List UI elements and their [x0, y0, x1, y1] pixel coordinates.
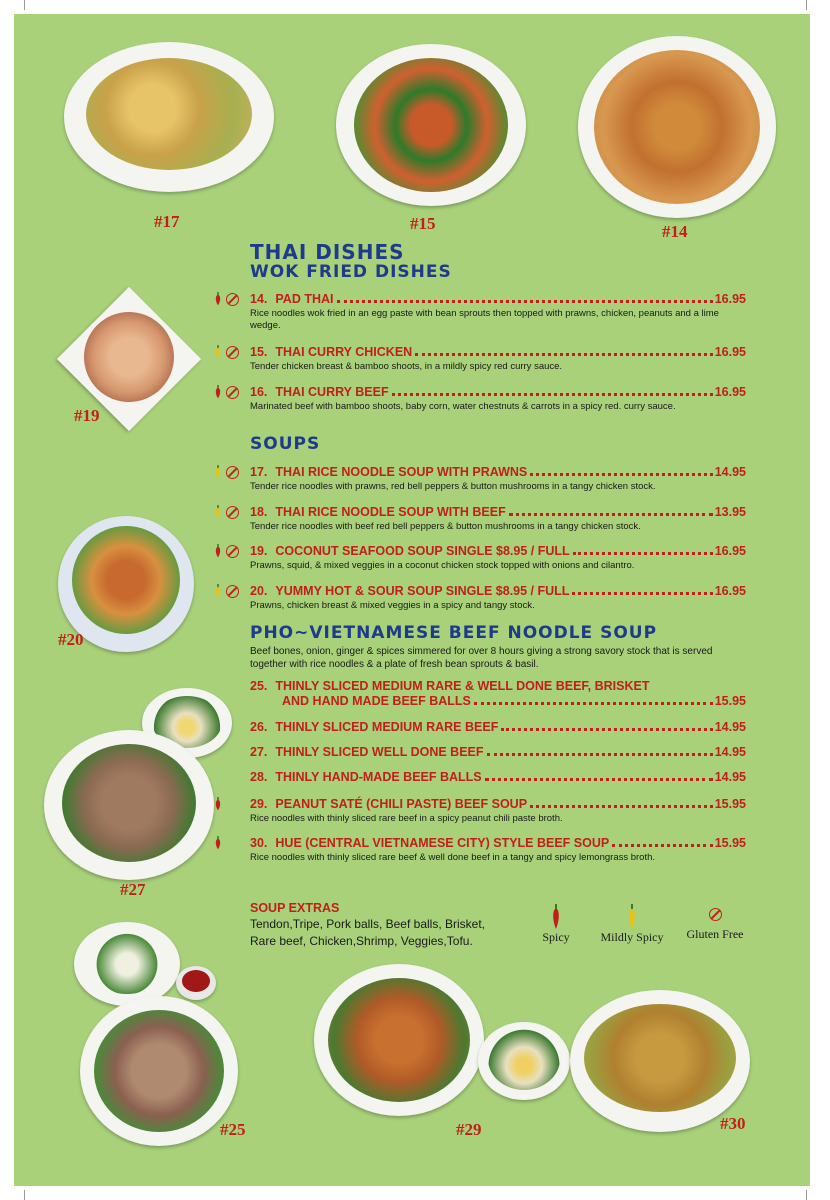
item-icons [214, 292, 239, 306]
soup-extras-line-2: Rare beef, Chicken,Shrimp, Veggies,Tofu. [250, 934, 473, 948]
legend-spicy-label: Spicy [542, 930, 570, 944]
menu-item [250, 679, 746, 709]
item-description: Tender rice noodles with prawns, red bell peppers & button mushrooms in a tangy chicken stock. [250, 481, 656, 492]
chili-yellow-icon [214, 345, 222, 359]
crop-mark [24, 0, 25, 10]
item-price: 14.95 [714, 745, 746, 759]
item-name-continued: AND HAND MADE BEEF BALLS [282, 694, 471, 708]
gluten-free-icon [226, 466, 239, 479]
dish-17-photo [64, 42, 274, 192]
chili-yellow-icon [627, 904, 637, 930]
item-name: THINLY HAND-MADE BEEF BALLS [275, 770, 482, 784]
item-name: THAI CURRY BEEF [275, 385, 389, 399]
legend-gluten-free-label: Gluten Free [686, 927, 744, 941]
leader-dots [612, 844, 713, 847]
item-name: THAI CURRY CHICKEN [275, 345, 413, 359]
item-number: 28. [250, 770, 268, 784]
gluten-free-icon [226, 293, 239, 306]
item-icons [214, 836, 222, 850]
item-number: 29. [250, 797, 268, 811]
leader-dots [530, 473, 712, 476]
chili-red-icon [214, 385, 222, 399]
pho-description: Beef bones, onion, ginger & spices simmered for over 8 hours giving a strong savory stock that is served together with rice noodles & a plate of fresh bean sprouts & basil. [250, 646, 713, 670]
crop-mark [24, 1190, 25, 1200]
item-icons [214, 544, 239, 558]
leader-dots [572, 592, 712, 595]
gluten-free-icon [226, 585, 239, 598]
item-name: COCONUT SEAFOOD SOUP SINGLE $8.95 / FULL [275, 544, 570, 558]
dish-label-20: #20 [58, 630, 84, 649]
legend-mild [594, 904, 670, 945]
item-icons [214, 345, 239, 359]
chili-yellow-icon [214, 465, 222, 479]
chili-red-icon [551, 904, 561, 930]
menu-item [250, 292, 746, 332]
gluten-free-icon [226, 506, 239, 519]
gluten-free-icon [709, 908, 722, 921]
leader-dots [474, 702, 713, 705]
item-number: 17. [250, 465, 268, 479]
chili-red-icon [214, 836, 222, 850]
item-icons [214, 385, 239, 399]
dish-27-photo [44, 688, 244, 880]
item-name: THINLY SLICED MEDIUM RARE & WELL DONE BEEF, BRISKET [275, 679, 650, 693]
item-price: 16.95 [714, 584, 746, 598]
chili-yellow-icon [214, 505, 222, 519]
item-number: 16. [250, 385, 268, 399]
item-description: Rice noodles wok fried in an egg paste with bean sprouts then topped with prawns, chicken, peanuts and a lime wedge. [250, 308, 719, 331]
menu-item [250, 745, 746, 760]
leader-dots [501, 728, 712, 731]
menu-item [250, 465, 746, 493]
item-name: THAI RICE NOODLE SOUP WITH PRAWNS [275, 465, 528, 479]
item-price: 16.95 [714, 292, 746, 306]
menu-item [250, 385, 746, 413]
item-icons [214, 465, 239, 479]
soup-extras-title: SOUP EXTRAS [250, 901, 340, 915]
chili-red-icon [214, 544, 222, 558]
item-icons [214, 584, 239, 598]
item-price: 15.95 [714, 694, 746, 708]
item-price: 15.95 [714, 797, 746, 811]
gluten-free-icon [226, 386, 239, 399]
leader-dots [415, 353, 713, 356]
item-name: PEANUT SATÉ (CHILI PASTE) BEEF SOUP [275, 797, 528, 811]
item-price: 16.95 [714, 385, 746, 399]
gluten-free-icon [226, 545, 239, 558]
item-price: 16.95 [714, 544, 746, 558]
item-price: 16.95 [714, 345, 746, 359]
menu-item [250, 720, 746, 735]
item-name: PAD THAI [275, 292, 334, 306]
menu-item [250, 584, 746, 612]
leader-dots [573, 552, 713, 555]
thai-dishes-heading: THAI DISHES [250, 240, 405, 264]
item-price: 14.95 [714, 770, 746, 784]
item-description: Prawns, squid, & mixed veggies in a coconut chicken stock topped with onions and cilantro. [250, 560, 635, 571]
leader-dots [530, 805, 713, 808]
dish-15-photo [336, 44, 526, 206]
wok-fried-heading: WOK FRIED DISHES [250, 262, 452, 282]
item-description: Rice noodles with thinly sliced rare beef in a spicy peanut chili paste broth. [250, 813, 563, 824]
dish-29-photo [314, 964, 574, 1140]
item-number: 14. [250, 292, 268, 306]
item-name: THINLY SLICED WELL DONE BEEF [275, 745, 484, 759]
menu-item [250, 797, 746, 825]
item-number: 20. [250, 584, 268, 598]
menu-item [250, 770, 746, 785]
crop-mark [806, 1190, 807, 1200]
item-price: 15.95 [714, 836, 746, 850]
crop-mark [806, 0, 807, 10]
item-number: 26. [250, 720, 268, 734]
gluten-free-icon [226, 346, 239, 359]
pho-heading: PHO~VIETNAMESE BEEF NOODLE SOUP [250, 623, 658, 643]
menu-item [250, 345, 746, 373]
item-number: 19. [250, 544, 268, 558]
item-number: 25. [250, 679, 268, 693]
item-name: THINLY SLICED MEDIUM RARE BEEF [275, 720, 499, 734]
chili-red-icon [214, 292, 222, 306]
item-number: 15. [250, 345, 268, 359]
dish-label-27: #27 [120, 880, 146, 899]
legend-gluten-free [680, 908, 750, 942]
dish-label-29: #29 [456, 1120, 482, 1139]
chili-red-icon [214, 797, 222, 811]
menu-item [250, 836, 746, 864]
item-number: 27. [250, 745, 268, 759]
legend-spicy [536, 904, 576, 945]
dish-label-17: #17 [154, 212, 180, 231]
dish-30-photo [570, 990, 750, 1132]
item-price: 14.95 [714, 720, 746, 734]
dish-label-19: #19 [74, 406, 100, 425]
item-price: 13.95 [714, 505, 746, 519]
item-icons [214, 797, 222, 811]
item-description: Prawns, chicken breast & mixed veggies in a spicy and tangy stock. [250, 600, 535, 611]
item-description: Marinated beef with bamboo shoots, baby corn, water chestnuts & carrots in a spicy red. curry sauce. [250, 401, 676, 412]
item-name: THAI RICE NOODLE SOUP WITH BEEF [275, 505, 506, 519]
item-name: HUE (CENTRAL VIETNAMESE CITY) STYLE BEEF SOUP [275, 836, 610, 850]
item-price: 14.95 [714, 465, 746, 479]
soups-heading: SOUPS [250, 434, 321, 454]
leader-dots [485, 778, 713, 781]
dish-label-14: #14 [662, 222, 688, 241]
leader-dots [392, 393, 713, 396]
item-icons [214, 505, 239, 519]
item-name: YUMMY HOT & SOUR SOUP SINGLE $8.95 / FULL [275, 584, 570, 598]
item-number: 30. [250, 836, 268, 850]
leader-dots [487, 753, 713, 756]
leader-dots [337, 300, 713, 303]
menu-item [250, 505, 746, 533]
menu-item [250, 544, 746, 572]
dish-label-25: #25 [220, 1120, 246, 1139]
dish-label-30: #30 [720, 1114, 746, 1133]
soup-extras-line-1: Tendon,Tripe, Pork balls, Beef balls, Brisket, [250, 917, 485, 931]
legend-mild-label: Mildly Spicy [600, 930, 664, 944]
item-description: Rice noodles with thinly sliced rare beef & well done beef in a tangy and spicy lemongrass broth. [250, 852, 656, 863]
item-description: Tender chicken breast & bamboo shoots, in a mildly spicy red curry sauce. [250, 361, 563, 372]
menu-page [14, 14, 810, 1186]
leader-dots [509, 513, 713, 516]
dish-14-photo [578, 36, 776, 218]
dish-label-15: #15 [410, 214, 436, 233]
item-number: 18. [250, 505, 268, 519]
item-description: Tender rice noodles with beef red bell peppers & button mushrooms in a tangy chicken stock. [250, 521, 641, 532]
dish-25-photo [72, 918, 242, 1148]
chili-yellow-icon [214, 584, 222, 598]
